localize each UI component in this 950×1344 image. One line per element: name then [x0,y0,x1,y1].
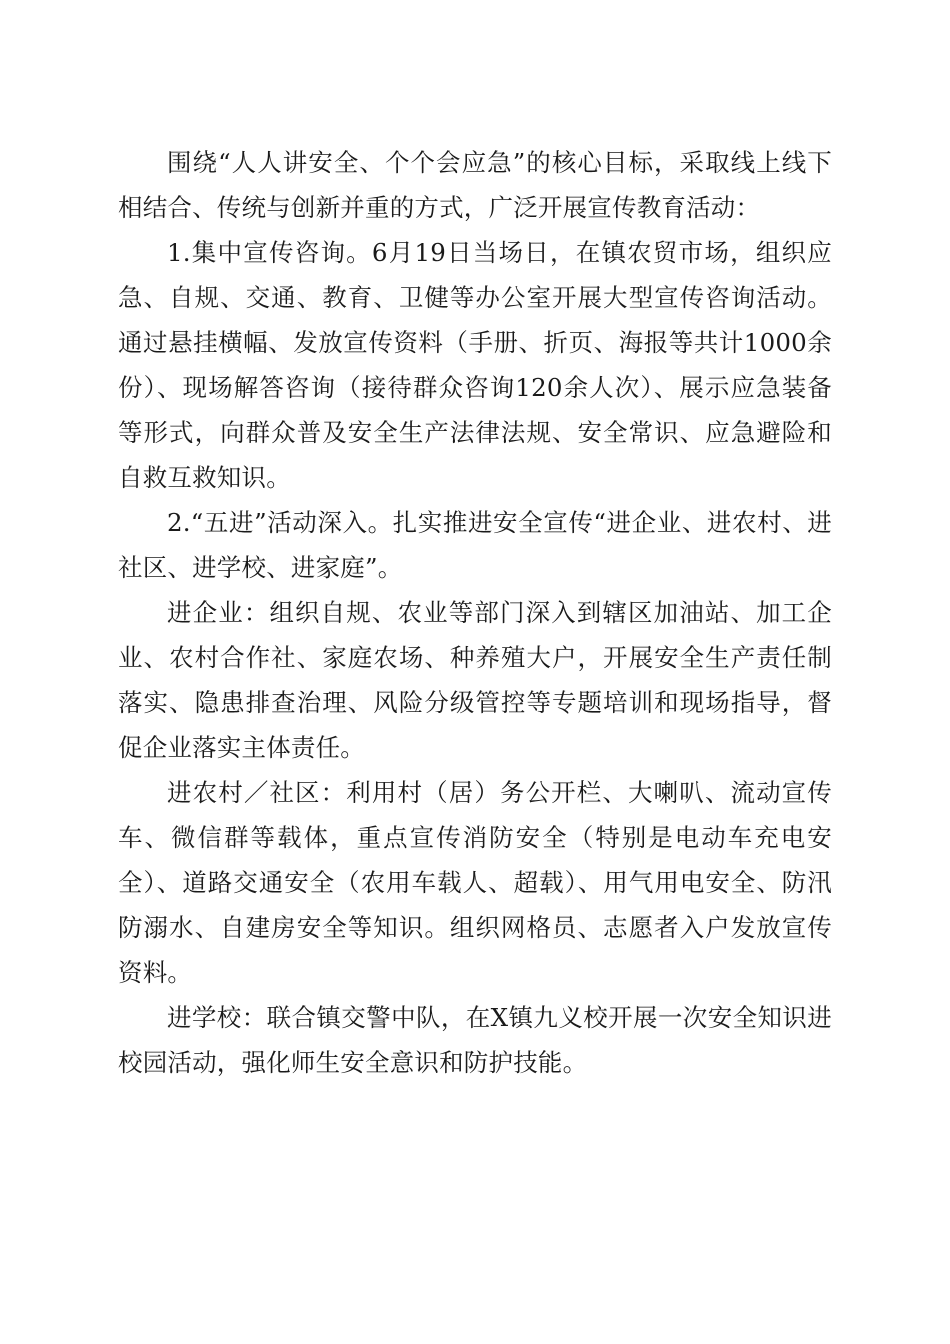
paragraph-school: 进学校：联合镇交警中队，在X镇九义校开展一次安全知识进校园活动，强化师生安全意识和防护技能。 [118,1003,832,1077]
document-body [118,140,832,1085]
paragraph-enterprise: 进企业：组织自规、农业等部门深入到辖区加油站、加工企业、农村合作社、家庭农场、种养殖大户，开展安全生产责任制落实、隐患排查治理、风险分级管控等专题培训和现场指导，督促企业落实主体责任。 [118,598,832,762]
paragraph-intro: 围绕“人人讲安全、个个会应急”的核心目标，采取线上线下相结合、传统与创新并重的方式，广泛开展宣传教育活动： [118,148,832,222]
paragraph-five-entries: 2.“五进”活动深入。扎实推进安全宣传“进企业、进农村、进社区、进学校、进家庭”。 [118,508,832,582]
paragraph-village-community: 进农村／社区：利用村（居）务公开栏、大喇叭、流动宣传车、微信群等载体，重点宣传消防安全（特别是电动车充电安全）、道路交通安全（农用车载人、超载）、用气用电安全、防汛防溺水、自建房安全等知识。组织网格员、志愿者入户发放宣传资料。 [118,778,832,987]
paragraph-consultation: 1.集中宣传咨询。6月19日当场日，在镇农贸市场，组织应急、自规、交通、教育、卫健等办公室开展大型宣传咨询活动。通过悬挂横幅、发放宣传资料（手册、折页、海报等共计1000余份）、现场解答咨询（接待群众咨询120余人次）、展示应急装备等形式，向群众普及安全生产法律法规、安全常识、应急避险和自救互救知识。 [118,238,832,492]
